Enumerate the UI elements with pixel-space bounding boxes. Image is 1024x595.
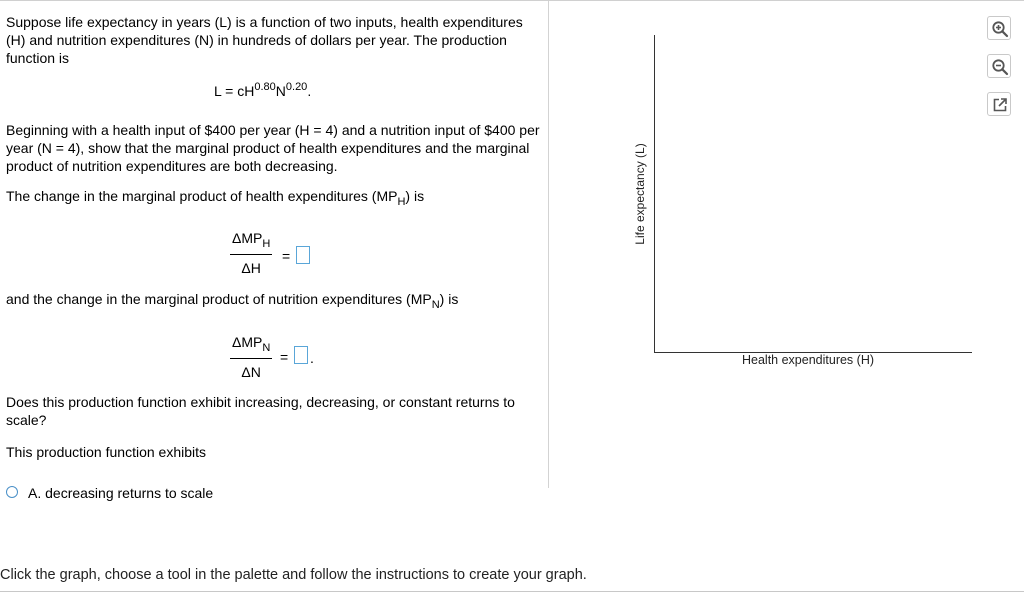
mpn-answer-input[interactable] — [294, 346, 308, 364]
graph-instructions: Click the graph, choose a tool in the palette and follow the instructions to create your graph. — [0, 567, 587, 583]
y-axis — [654, 35, 655, 353]
external-link-icon — [991, 96, 1009, 114]
question-intro: Suppose life expectancy in years (L) is a function of two inputs, health expenditures (H) and nutrition expenditures (N) in hundreds of dollars per year. The production function is — [6, 14, 523, 66]
mpn-fraction: $\Delta MP_N$ ΔN — [232, 334, 271, 380]
rts-prompt: This production function exhibits — [6, 444, 206, 460]
zoom-out-icon — [991, 58, 1009, 76]
zoom-in-button[interactable] — [987, 16, 1011, 40]
mph-prompt: The change in the marginal product of health expenditures $(MP_H)$ is — [6, 188, 425, 208]
x-axis-label: Health expenditures (H) — [742, 353, 875, 367]
zoom-out-button[interactable] — [987, 54, 1011, 78]
question-panel: Suppose life expectancy in years (L) is a function of two inputs, health expenditures (H) and nutrition expenditures (N) in hundreds of dollars per year. The production function is $L = cH^{0.80}N^{0.20}$. Beginning with a health input of $400 per year (H = 4) and a nutrition input of $400 per year (N = 4), show that the marginal product of health expenditures and the marginal product of nutrition expenditures are both decreasing. The change in the marginal product of health expenditures $(MP_H)$ is $\Delta MP_H$ ΔH = and the change in the marginal product of nutrition expenditures $(MP_N)$ is $\Delta MP_N$ ΔN = . Does this production function exhibit increasing, decreasing, or constant returns to scale? This production function exhibits A. decreasing returns to scale — [0, 1, 549, 488]
given-conditions: Beginning with a health input of $400 per year (H = 4) and a nutrition input of $400 per year (N = 4), show that the marginal product of health expenditures and the marginal product of nutrition expenditures are both decreasing. — [6, 122, 540, 174]
popout-button[interactable] — [987, 92, 1011, 116]
radio-icon[interactable] — [6, 486, 18, 498]
mph-fraction: $\Delta MP_H$ ΔH — [232, 230, 271, 276]
zoom-in-icon — [991, 20, 1009, 38]
bottom-divider — [0, 591, 1024, 592]
production-function: $L = cH^{0.80}N^{0.20}$. — [214, 81, 312, 99]
mph-equals: = — [282, 248, 291, 264]
rts-question: Does this production function exhibit increasing, decreasing, or constant returns to scale? — [6, 394, 515, 428]
mpn-equals: = — [280, 349, 289, 365]
graph-canvas[interactable] — [560, 1, 980, 401]
mph-answer-input[interactable] — [296, 246, 310, 264]
option-a-radio[interactable]: A. decreasing returns to scale — [6, 486, 236, 490]
mpn-prompt: and the change in the marginal product of nutrition expenditures $(MP_N)$ is — [6, 291, 459, 311]
y-axis-label: Life expectancy (L) — [633, 143, 647, 245]
